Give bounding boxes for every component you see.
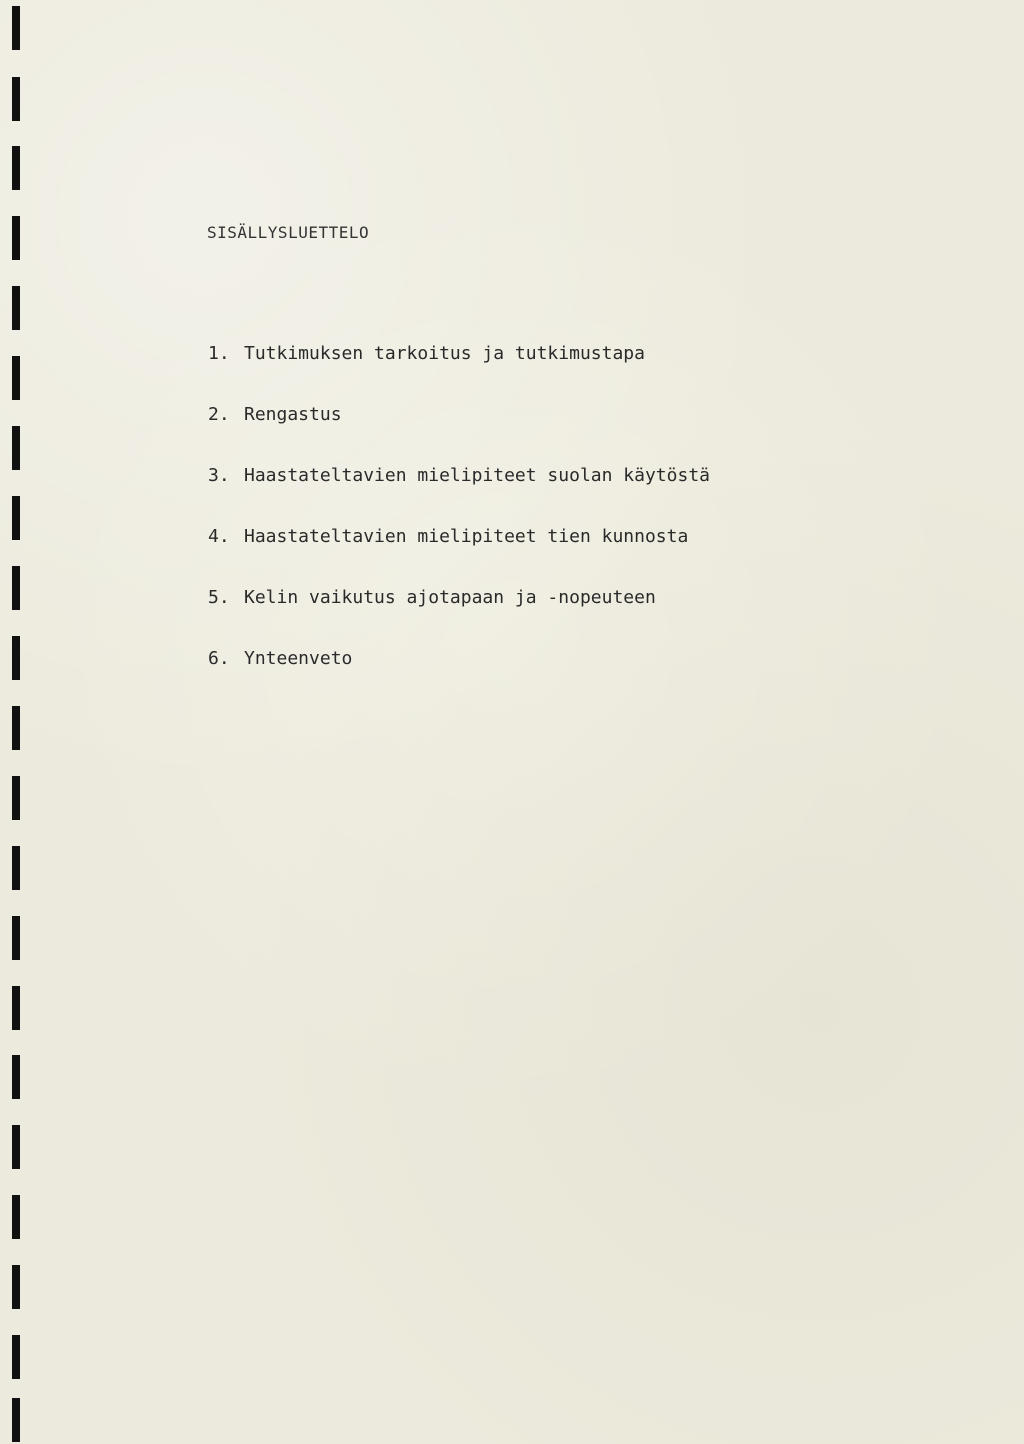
binding-hole	[12, 566, 20, 610]
binding-hole	[12, 146, 20, 190]
toc-entry-number: 1.	[208, 343, 230, 364]
toc-entry	[208, 584, 710, 645]
toc-entry	[208, 523, 710, 584]
binding-hole	[12, 986, 20, 1030]
binding-hole	[12, 916, 20, 960]
toc-entry	[208, 645, 710, 706]
binding-hole	[12, 496, 20, 540]
binding-hole	[12, 216, 20, 260]
toc-entry-label: Tutkimuksen tarkoitus ja tutkimustapa	[244, 343, 645, 364]
binding-hole	[12, 6, 20, 50]
toc-entry	[208, 462, 710, 523]
toc-entry-label: Haastateltavien mielipiteet tien kunnosta	[244, 526, 689, 547]
toc-entry-number: 6.	[208, 648, 230, 669]
toc-entry-number: 5.	[208, 587, 230, 608]
binding-hole	[12, 1265, 20, 1309]
binding-hole	[12, 706, 20, 750]
toc-entry-number: 4.	[208, 526, 230, 547]
binding-hole	[12, 1335, 20, 1379]
toc-entry-label: Haastateltavien mielipiteet suolan käytöstä	[244, 465, 710, 486]
binding-hole	[12, 1125, 20, 1169]
toc-entry	[208, 340, 710, 401]
toc-entry-label: Rengastus	[244, 404, 342, 425]
binding-hole	[12, 1195, 20, 1239]
binding-hole	[12, 77, 20, 121]
binding-hole	[12, 1398, 20, 1442]
table-of-contents	[208, 340, 710, 706]
binding-hole	[12, 776, 20, 820]
binding-holes	[0, 0, 40, 1444]
toc-entry-number: 3.	[208, 465, 230, 486]
toc-entry-label: Kelin vaikutus ajotapaan ja -nopeuteen	[244, 587, 656, 608]
binding-hole	[12, 846, 20, 890]
binding-hole	[12, 1055, 20, 1099]
binding-hole	[12, 636, 20, 680]
page-title: SISÄLLYSLUETTELO	[207, 223, 370, 242]
toc-entry-number: 2.	[208, 404, 230, 425]
binding-hole	[12, 426, 20, 470]
toc-entry	[208, 401, 710, 462]
binding-hole	[12, 286, 20, 330]
binding-hole	[12, 356, 20, 400]
toc-entry-label: Ynteenveto	[244, 648, 353, 669]
